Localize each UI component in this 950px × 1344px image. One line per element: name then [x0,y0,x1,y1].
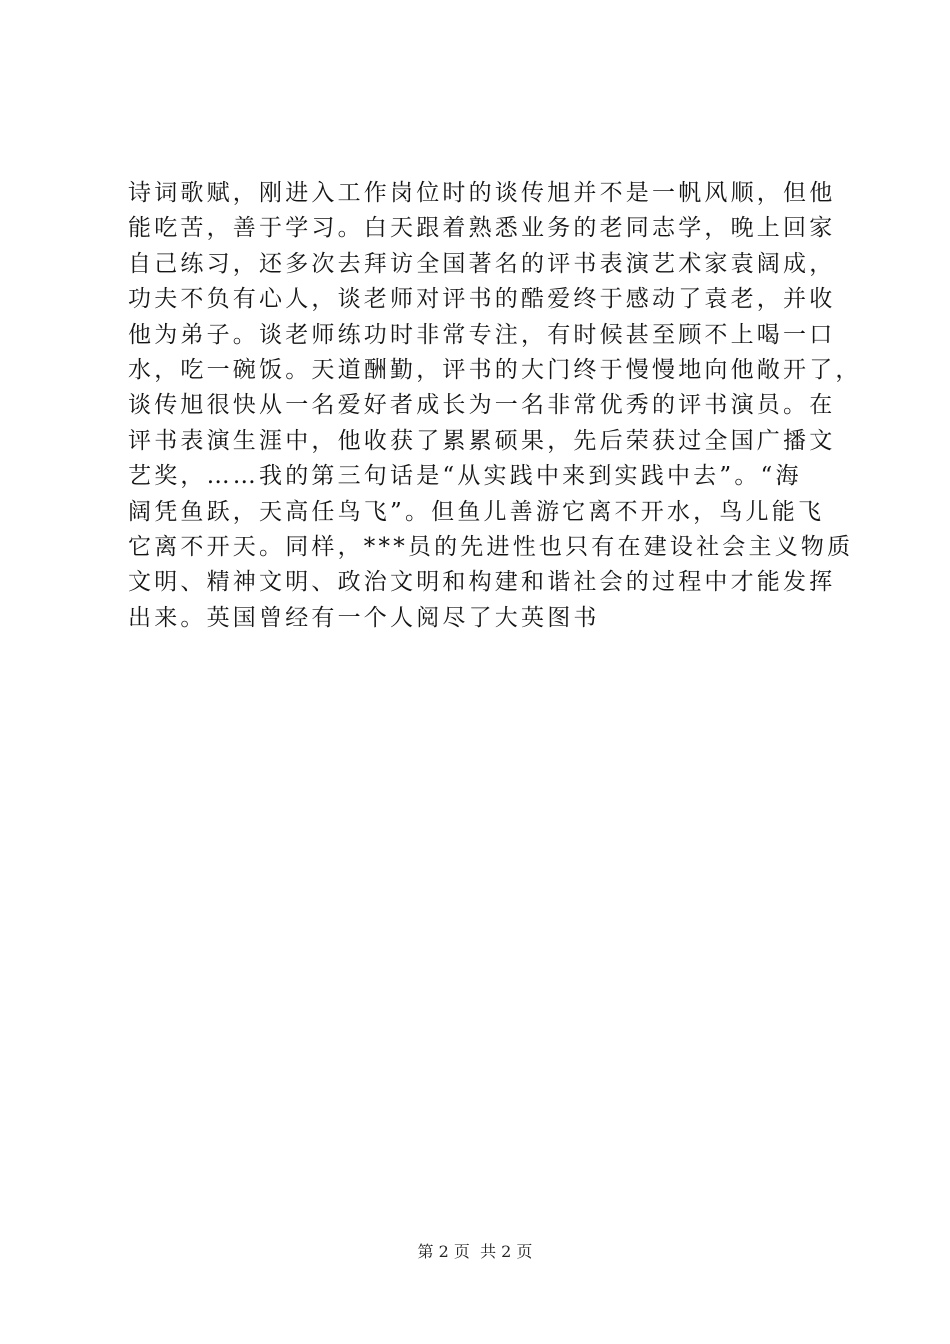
text-line: 能吃苦，善于学习。白天跟着熟悉业务的老同志学，晚上回家 [128,215,836,242]
text-line: 评书表演生涯中，他收获了累累硕果，先后荣获过全国广播文 [128,427,836,454]
text-line: 水，吃一碗饭。天道酬勤，评书的大门终于慢慢地向他敞开了， [128,356,862,383]
page-number-footer: 第 2 页 共 2 页 [417,1242,533,1261]
text-line: 艺奖，……我的第三句话是“从实践中来到实践中去”。“海 [128,463,802,490]
text-line: 阔凭鱼跃，天高任鸟飞”。但鱼儿善游它离不开水，鸟儿能飞 [128,498,825,525]
text-line: 谈传旭很快从一名爱好者成长为一名非常优秀的评书演员。在 [128,392,836,419]
body-text [128,176,862,636]
text-line: 出来。英国曾经有一个人阅尽了大英图书 [128,604,600,631]
text-line: 他为弟子。谈老师练功时非常专注，有时候甚至顾不上喝一口 [128,321,836,348]
text-line: 功夫不负有心人，谈老师对评书的酷爱终于感动了袁老，并收 [128,286,836,313]
text-line: 诗词歌赋，刚进入工作岗位时的谈传旭并不是一帆风顺，但他 [128,180,836,206]
text-line: 文明、精神文明、政治文明和构建和谐社会的过程中才能发挥 [128,569,836,596]
text-line: 它离不开天。同样，***员的先进性也只有在建设社会主义物质 [128,533,854,560]
text-line: 自己练习，还多次去拜访全国著名的评书表演艺术家袁阔成， [128,250,836,277]
